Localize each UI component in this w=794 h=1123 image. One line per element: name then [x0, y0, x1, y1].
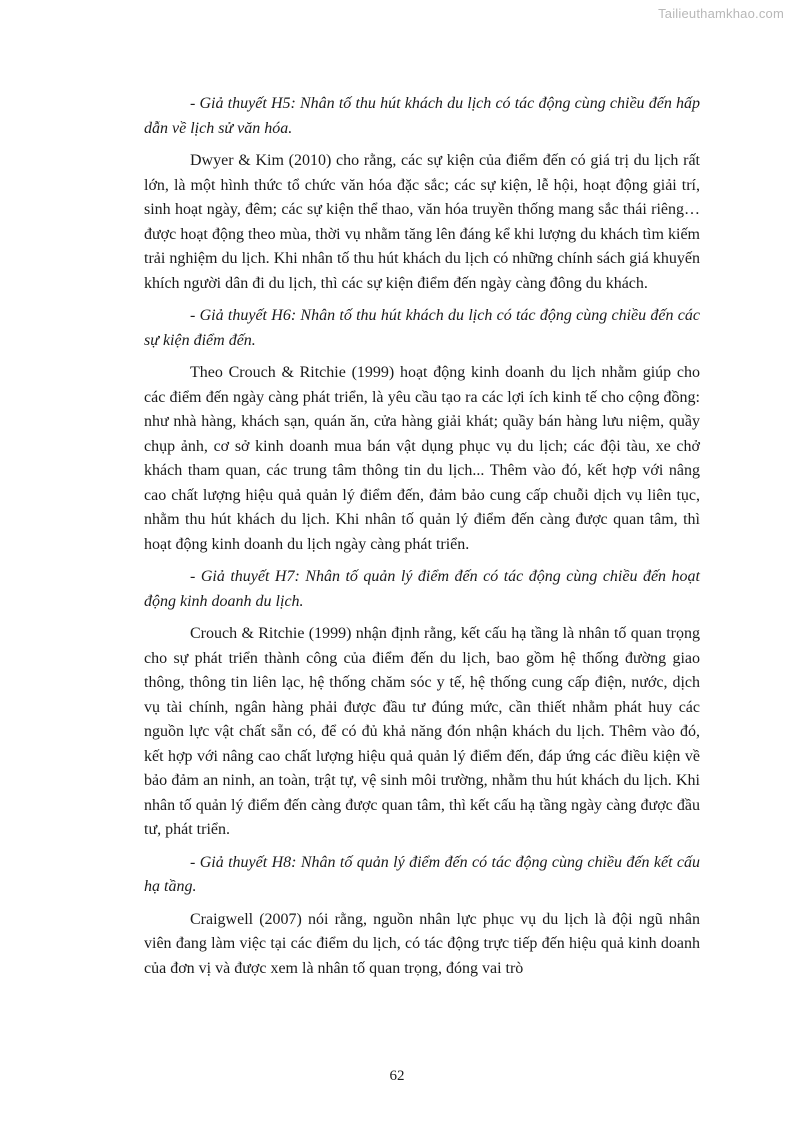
body-paragraph: Dwyer & Kim (2010) cho rằng, các sự kiện của điểm đến có giá trị du lịch rất lớn, là một hình thức tổ chức văn hóa đặc sắc; các sự kiện, lễ hội, hoạt động giải trí, sinh hoạt ngày, đêm; các sự kiện thể thao, văn hóa truyền thống mang sắc thái riêng… được hoạt động theo mùa, thời vụ nhằm tăng lên đáng kể khi lượng du khách tìm kiếm trải nghiệm du lịch. Khi nhân tố thu hút khách du lịch có những chính sách giá khuyến khích người dân đi du lịch, thì các sự kiện điểm đến ngày càng đông du khách.: [144, 152, 700, 292]
page-number: 62: [389, 1068, 405, 1084]
body-paragraph: Craigwell (2007) nói rằng, nguồn nhân lực phục vụ du lịch là đội ngũ nhân viên đang làm việc tại các điểm du lịch, có tác động trực tiếp đến hiệu quả kinh doanh của đơn vị và được xem là nhân tố quan trọng, đóng vai trò: [144, 910, 700, 977]
hypothesis-h8: - Giả thuyết H8: Nhân tố quản lý điểm đến có tác động cùng chiều đến kết cấu hạ tầng.: [144, 853, 700, 895]
hypothesis-h7: - Giả thuyết H7: Nhân tố quản lý điểm đến có tác động cùng chiều đến hoạt động kinh doanh du lịch.: [144, 568, 700, 610]
page-body: [144, 92, 700, 981]
watermark: Tailieuthamkhao.com: [658, 6, 784, 21]
body-paragraph: Theo Crouch & Ritchie (1999) hoạt động kinh doanh du lịch nhằm giúp cho các điểm đến ngày càng phát triển, là yêu cầu tạo ra các lợi ích kinh tế cho cộng đồng: như nhà hàng, khách sạn, quán ăn, cửa hàng giải khát; quầy bán hàng lưu niệm, quầy chụp ảnh, cơ sở kinh doanh mua bán vật dụng phục vụ du lịch; các đội tàu, xe chở khách tham quan, các trung tâm thông tin du lịch... Thêm vào đó, kết hợp với nâng cao chất lượng hiệu quả quản lý điểm đến, đảm bảo cung cấp chuỗi dịch vụ liên tục, nhằm thu hút khách du lịch. Khi nhân tố quản lý điểm đến càng được quan tâm, thì hoạt động kinh doanh du lịch ngày càng phát triển.: [144, 364, 700, 553]
hypothesis-h5: - Giả thuyết H5: Nhân tố thu hút khách du lịch có tác động cùng chiều đến hấp dẫn về lịch sử văn hóa.: [144, 95, 700, 137]
body-paragraph: Crouch & Ritchie (1999) nhận định rằng, kết cấu hạ tầng là nhân tố quan trọng cho sự phát triển thành công của điểm đến du lịch, bao gồm hệ thống đường giao thông, thông tin liên lạc, hệ thống chăm sóc y tế, hệ thống cung cấp điện, nước, dịch vụ tài chính, ngân hàng phải được đầu tư đúng mức, cần thiết nhằm phát huy các nguồn lực vật chất sẵn có, để có đủ khả năng đón nhận khách du lịch. Thêm vào đó, kết hợp với nâng cao chất lượng hiệu quả quản lý điểm đến, đáp ứng các điều kiện về bảo đảm an ninh, an toàn, trật tự, vệ sinh môi trường, nhằm thu hút khách du lịch. Khi nhân tố quản lý điểm đến càng được quan tâm, thì kết cấu hạ tầng ngày càng được đầu tư, phát triển.: [144, 625, 700, 838]
hypothesis-h6: - Giả thuyết H6: Nhân tố thu hút khách du lịch có tác động cùng chiều đến các sự kiện điểm đến.: [144, 307, 700, 349]
